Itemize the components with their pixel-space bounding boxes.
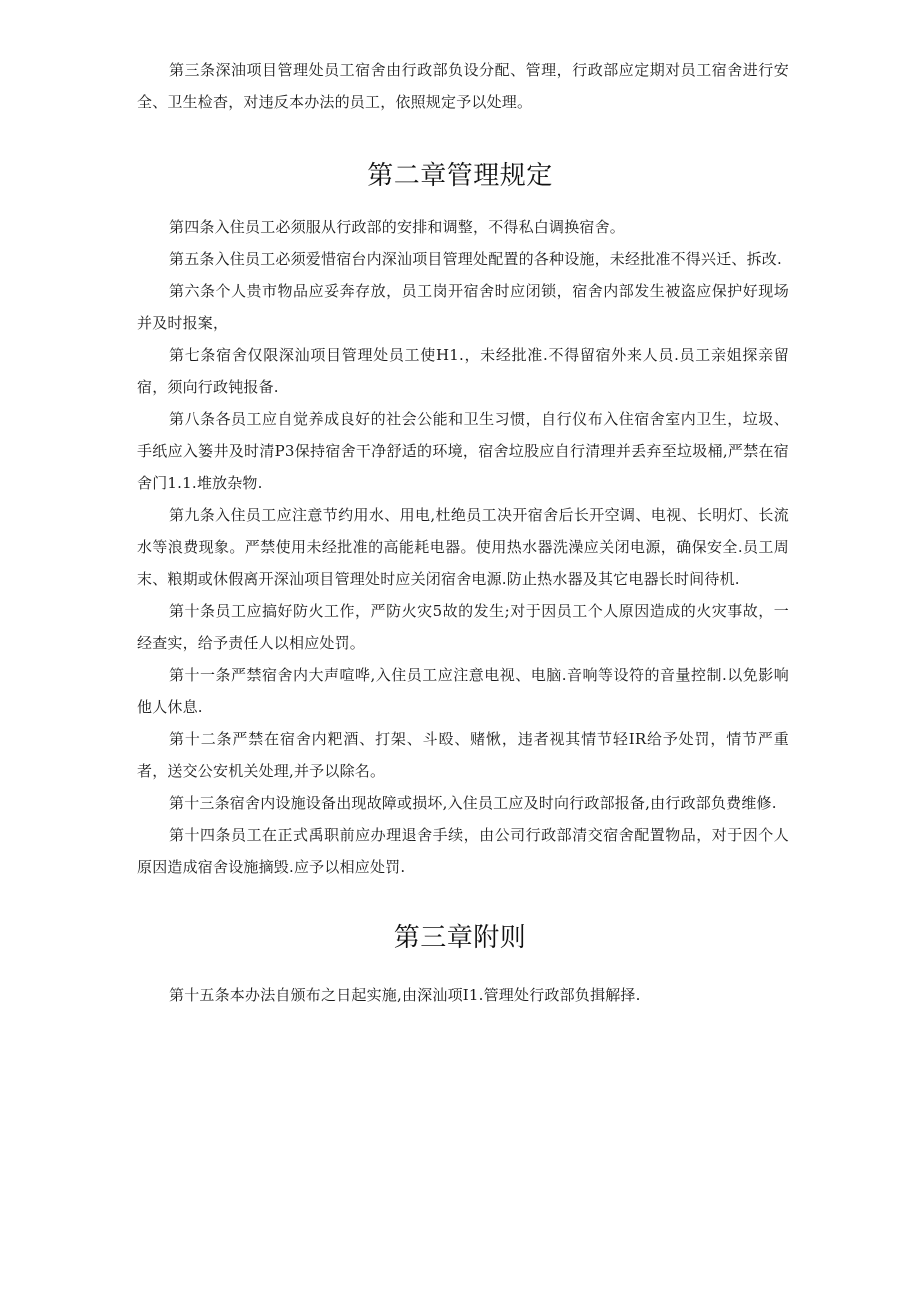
article-13-paragraph: 第十三条宿舍内设施设备出现故障或损坏,入住员工应及时向行政部报备,由行政部负费维修.	[169, 794, 777, 812]
article-7-paragraph: 第七条宿舍仅限深汕项目管理处员工使H1.，未经批准.不得留宿外来人员.员工亲姐探亲留宿，须向行政钝报备.	[137, 346, 789, 396]
chapter-3-title: 第三章附则	[393, 923, 527, 953]
article-15-paragraph: 第十五条本办法自颁布之日起实施,由深汕项I1.管理处行政部负揖解择.	[169, 986, 641, 1004]
article-5-paragraph: 第五条入住员工必须爱惜宿台内深汕项目管理处配置的各种设施，未经批准不得兴迁、拆改.	[169, 250, 782, 268]
article-14-paragraph: 第十四条员工在正式禹职前应办理退舍手续，由公司行政部清交宿舍配置物品，对于因个人原因造成宿舍设施摘毁.应予以相应处罚.	[137, 826, 789, 876]
article-3-paragraph: 第三条深油项目管理处员工宿舍由行政部负设分配、管理，行政部应定期对员工宿舍进行安全、卫生检杳，对违反本办法的员工，依照规定予以处理。	[137, 61, 789, 111]
article-12-paragraph: 第十二条严禁在宿舍内粑酒、打架、斗殴、赌愀，违者视其情节轻IR给予处罚，情节严重者，送交公安机关处理,并予以除名。	[137, 730, 789, 780]
article-8-paragraph: 第八条各员工应自觉养成良好的社会公能和卫生习惯，自行仪布入住宿舍室内卫生，垃圾、手纸应入篓井及时清P3保持宿舍干净舒适的环境，宿舍垃股应自行清理并丢弃至垃圾桶,严禁在宿舍门1.1.堆放杂物.	[137, 410, 789, 492]
chapter-2-title: 第二章管理规定	[367, 161, 553, 191]
article-6-paragraph: 第六条个人贵市物品应妥奔存放，员工岗开宿舍时应闭锁，宿舍内部发生被盗应保护好现场并及时报案，	[137, 282, 789, 332]
article-4-paragraph: 第四条入住员工必须服从行政部的安排和调整，不得私白调换宿舍。	[169, 218, 626, 236]
article-11-paragraph: 第十一条严禁宿舍内大声喧哗,入住员工应注意电视、电脑.音响等设符的音量控制.以免影响他人休息.	[137, 666, 789, 716]
article-10-paragraph: 第十条员工应搞好防火工作，严防火灾5故的发生;对于因员工个人原因造成的火灾事故，一经查实，给予责任人以相应处罚。	[137, 602, 789, 652]
article-9-paragraph: 第九条入住员工应注意节约用水、用电,杜绝员工决开宿舍后长开空调、电视、长明灯、长流水等浪费现象。严禁使用未经批准的高能耗电器。使用热水器洗澡应关闭电源，确保安全.员工周末、粮期或休假离开深汕项目管理处时应关闭宿舍电源.防止热水器及其它电器长时间待机.	[137, 506, 789, 588]
